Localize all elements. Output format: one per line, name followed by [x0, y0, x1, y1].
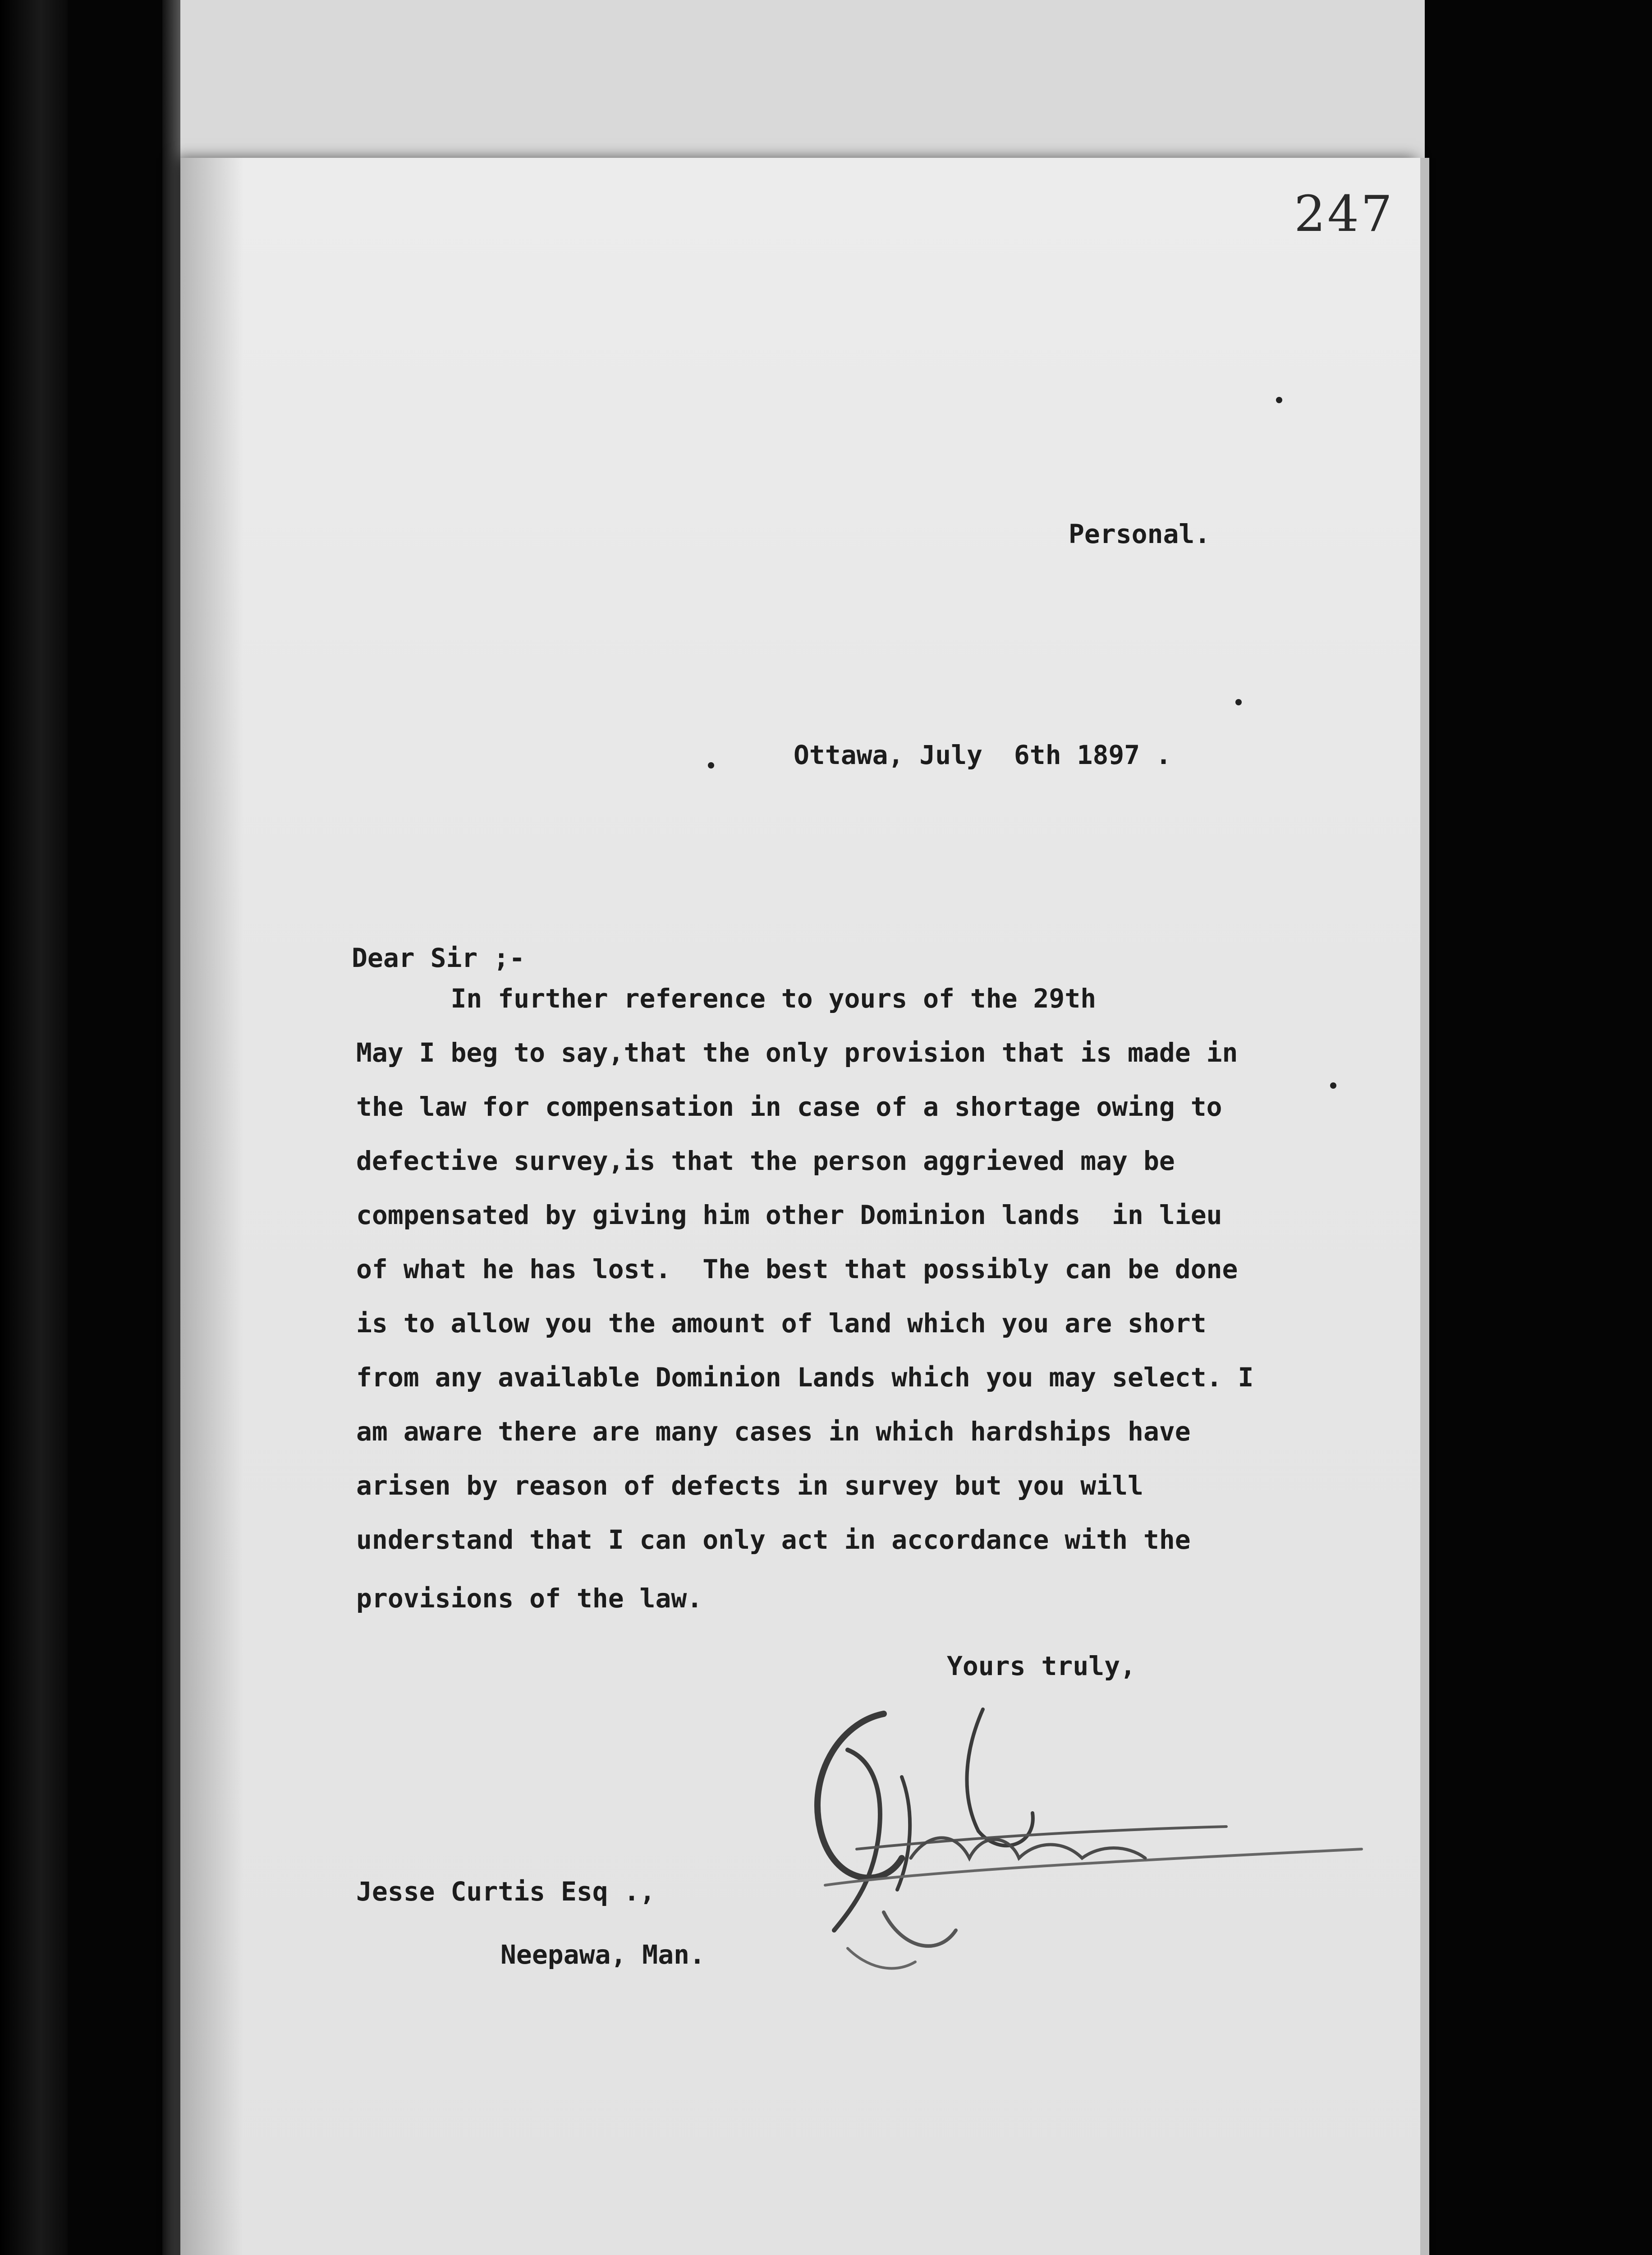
speck	[708, 762, 714, 769]
body-line: In further reference to yours of the 29th	[356, 983, 1097, 1014]
body-line: is to allow you the amount of land which you are short	[356, 1308, 1207, 1339]
body-line: defective survey,is that the person aggrieved may be	[356, 1146, 1175, 1176]
speck	[1235, 699, 1242, 705]
personal-marking: Personal.	[1069, 519, 1211, 549]
salutation: Dear Sir ;-	[352, 943, 525, 973]
closing: Yours truly,	[947, 1651, 1136, 1681]
signature	[766, 1696, 1443, 2011]
body-line: compensated by giving him other Dominion lands in lieu	[356, 1200, 1222, 1230]
body-line: from any available Dominion Lands which you may select. I	[356, 1362, 1254, 1393]
body-line: of what he has lost. The best that possibly can be done	[356, 1254, 1238, 1284]
addressee-name: Jesse Curtis Esq .,	[356, 1876, 656, 1907]
body-line: am aware there are many cases in which hardships have	[356, 1416, 1191, 1447]
body-line: arisen by reason of defects in survey but you will	[356, 1470, 1143, 1501]
dateline: Ottawa, July 6th 1897 .	[794, 740, 1172, 770]
body-line: understand that I can only act in accordance with the	[356, 1524, 1191, 1555]
body-line: the law for compensation in case of a shortage owing to	[356, 1091, 1222, 1122]
body-line: May I beg to say,that the only provision that is made in	[356, 1037, 1238, 1068]
letter-shade	[180, 158, 243, 2255]
speck	[1276, 397, 1282, 403]
body-line: provisions of the law.	[356, 1583, 703, 1614]
speck	[1330, 1082, 1336, 1089]
film-left-edge	[0, 0, 68, 2255]
addressee-place: Neepawa, Man.	[500, 1939, 705, 1970]
page-number: 247	[1294, 185, 1394, 243]
